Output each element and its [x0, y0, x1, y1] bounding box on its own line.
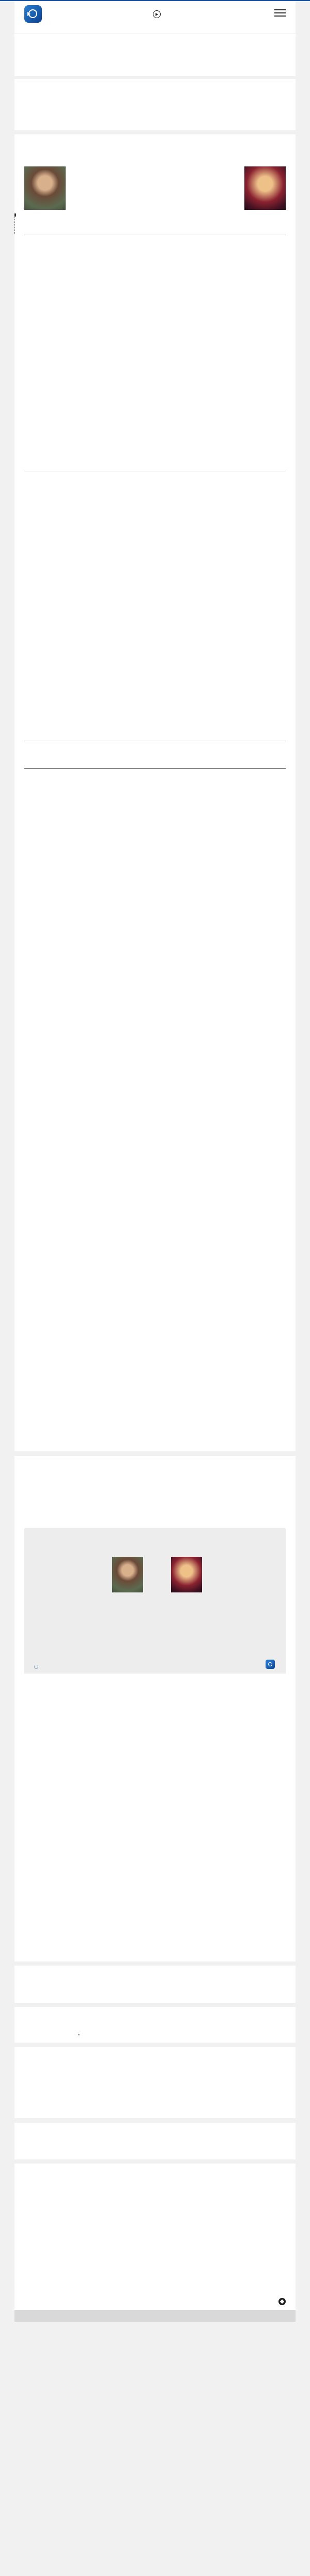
site-header	[14, 1, 296, 76]
play-icon	[153, 10, 161, 18]
footer	[14, 2164, 296, 2310]
results-intro-section	[14, 79, 296, 130]
senate-title-section	[14, 2007, 296, 2043]
senate-results-section	[14, 2047, 296, 2118]
house-seats-chart	[64, 1992, 91, 1998]
loading-dot	[78, 2034, 80, 2035]
electoral-college-bar[interactable]	[24, 219, 286, 231]
copyright-strip	[14, 2310, 296, 2322]
demographics-infographic[interactable]	[24, 1528, 286, 1674]
harris-photo-small	[112, 1557, 143, 1592]
state-results-accordion	[24, 768, 286, 769]
president-section	[14, 134, 296, 1451]
trump-photo-small	[171, 1557, 202, 1592]
us-choropleth-map[interactable]	[24, 320, 286, 457]
majority-marker	[14, 216, 15, 234]
trump-photo	[244, 166, 286, 210]
trump-bar	[28, 219, 32, 231]
missed-broadcast-link[interactable]	[14, 10, 296, 18]
ard-brand[interactable]	[273, 2298, 286, 2305]
dimap-circle-icon	[34, 1665, 38, 1669]
hamburger-menu-icon[interactable]	[274, 9, 286, 17]
polls-section	[14, 1456, 296, 1961]
review-section	[14, 2123, 296, 2159]
harris-bar	[24, 219, 28, 231]
ard-circle-icon	[278, 2298, 286, 2305]
infratest-dimap-logo	[33, 1664, 38, 1669]
us-bubble-cartogram[interactable]	[24, 565, 286, 730]
house-section	[14, 1966, 296, 2003]
harris-photo	[24, 166, 66, 210]
ard-logo-icon	[266, 1660, 275, 1669]
